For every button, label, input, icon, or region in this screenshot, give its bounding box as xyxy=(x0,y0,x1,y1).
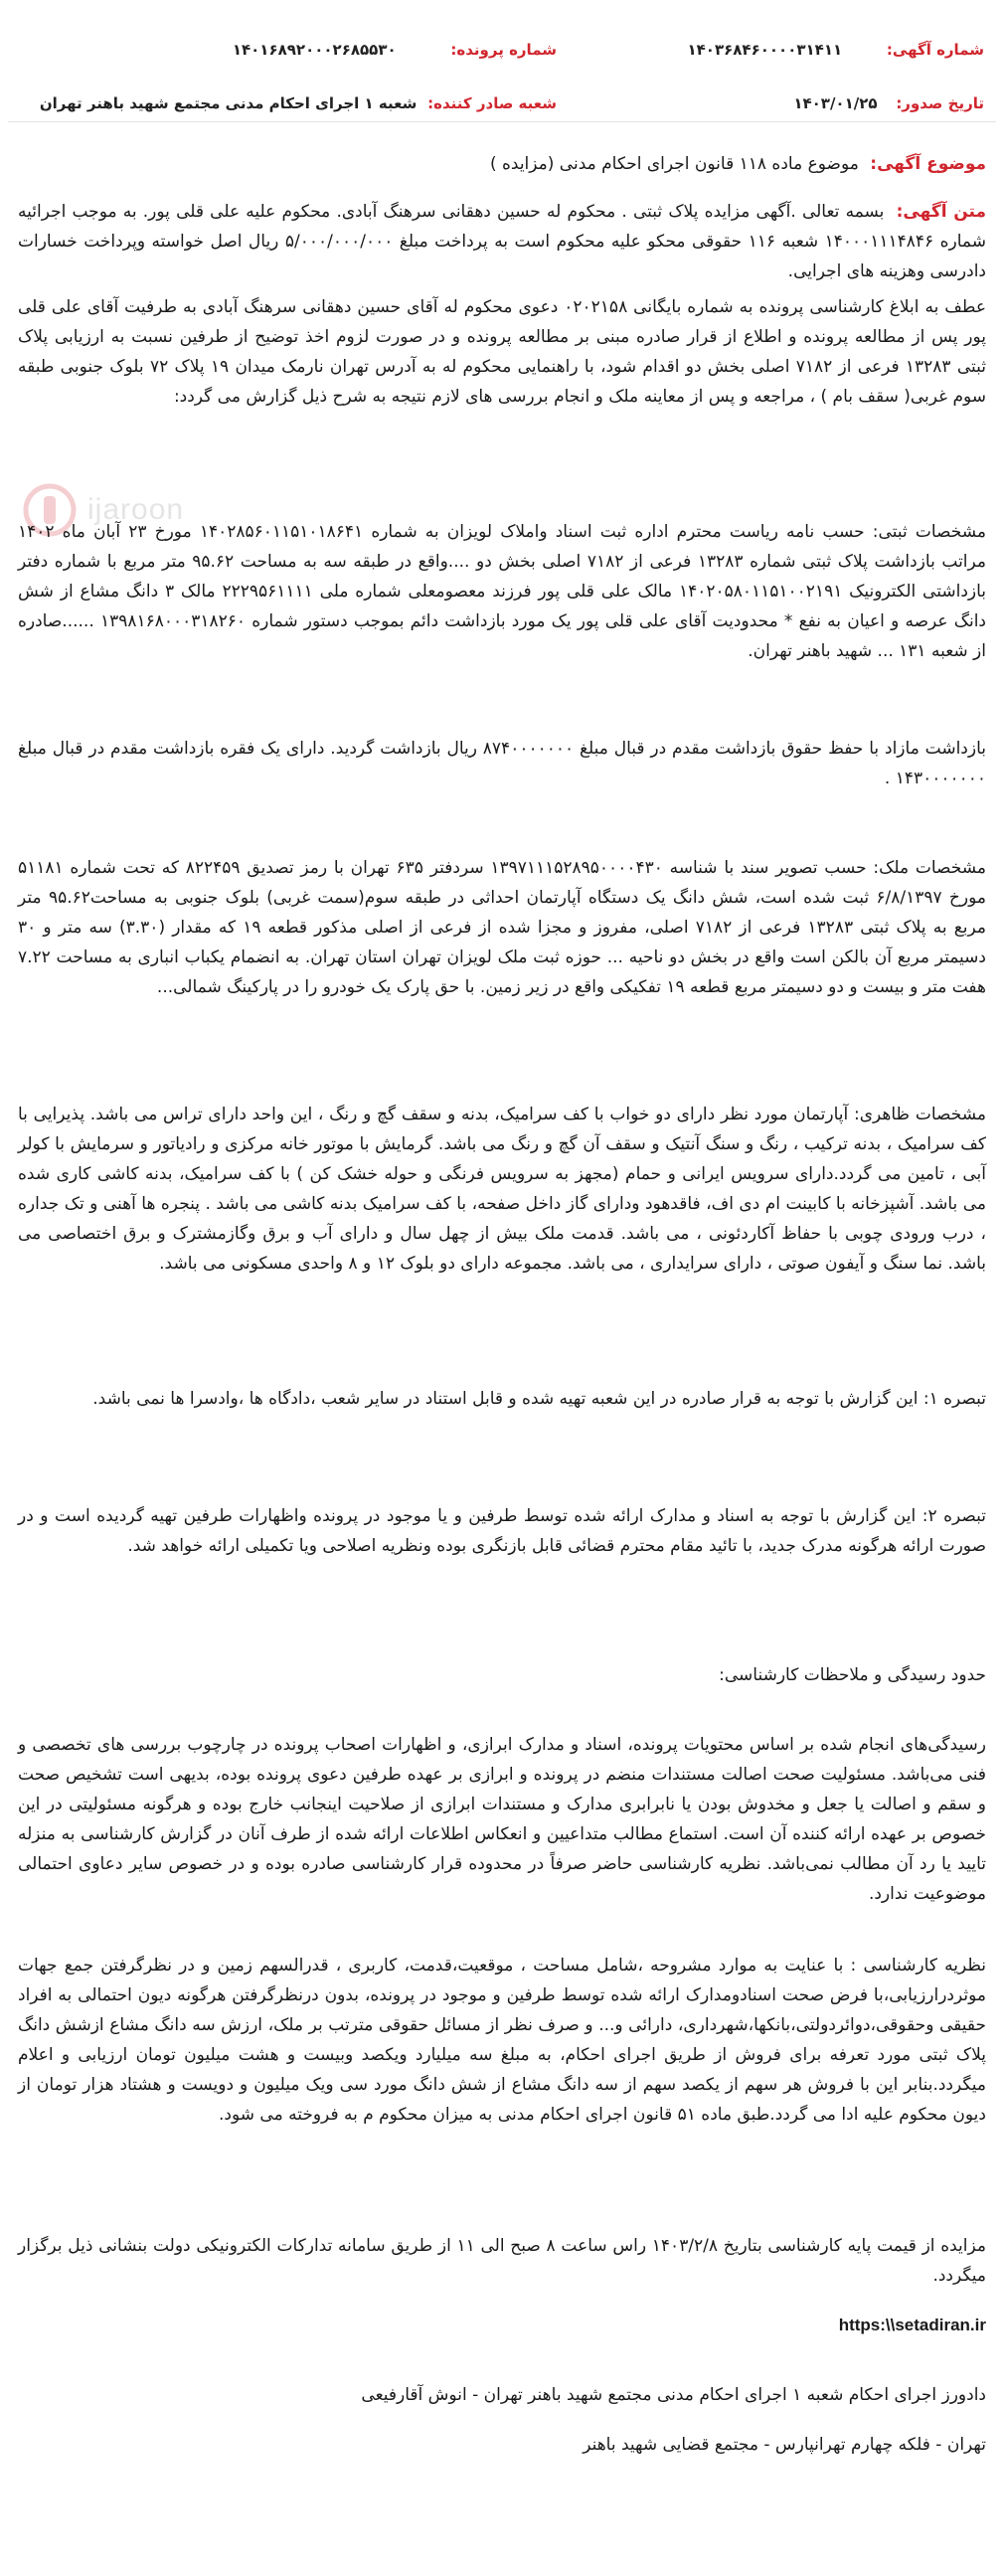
body-intro-text: بسمه تعالی .آگهی مزایده پلاک ثبتی . محکوم له حسین دهقانی سرهنگ آبادی. محکوم علیه علی قلی پور. به موجب اجرائیه شماره ۱۴۰۰۰۱۱۱۴۸۴۶ شعبه ۱۱۶ حقوقی محکو علیه محکوم است به پرداخت مبلغ ۵/۰۰۰/۰۰۰/۰۰۰ ریال اصل خواسته وپرداخت خسارات دادرسی وهزینه های اجرایی. xyxy=(18,202,987,281)
paragraph-expert-opinion xyxy=(18,1951,986,2130)
auction-url-link[interactable]: https:\\setadiran.ir xyxy=(838,2316,986,2334)
issuer-label: شعبه صادر کننده: xyxy=(427,94,557,112)
issuer-row xyxy=(40,93,557,113)
paragraph-text: عطف به ابلاغ کارشناسی پرونده به شماره بایگانی ۰۲۰۲۱۵۸ دعوی محکوم له آقای حسین دهقانی سرهنگ آبادی به طرفیت آقای علی قلی پور پس از مطالعه پرونده و اطلاع از قرار صادره مبنی بر مطالعه پرونده و در صورت لزوم اخذ توضیح از طرفین نسبت به ارزیابی پلاک ثبتی ۱۳۲۸۳ فرعی از ۷۱۸۲ اصلی بخش دو اقدام شود، با راهنمایی محکوم له به آدرس تهران نارمک میدان ۱۹ پلاک ۷۲ بلوک جنوبی طبقه سوم غربی( سقف بام ) ، مراجعه و پس از معاینه ملک و انجام بررسی های لازم نتیجه به شرح ذیل گزارش می گردد: xyxy=(18,297,987,407)
subject-value: موضوع ماده ۱۱۸ قانون اجرای احکام مدنی (مزایده ) xyxy=(489,154,859,174)
body-intro xyxy=(18,197,986,286)
paragraph-seizure xyxy=(18,734,986,793)
paragraph-assignment xyxy=(18,292,986,412)
paragraph-review-scope xyxy=(18,1730,986,1909)
paragraph-registration xyxy=(18,517,986,666)
case-number-row xyxy=(233,40,557,60)
issue-date-label: تاریخ صدور: xyxy=(896,94,984,112)
issue-date-value: ۱۴۰۳/۰۱/۲۵ xyxy=(793,94,878,112)
paragraph-text: تبصره ۲: این گزارش با توجه به اسناد و مدارک ارائه شده توسط طرفین و یا موجود در پرونده واظهارات طرفین تهیه گردیده است و در صورت ارائه هرگونه مدرک جدید، با تائید مقام محترم قضائی قابل بازنگری بوده ونظریه اصلاحی ویا تکمیلی ارائه خواهد شد. xyxy=(18,1506,986,1556)
paragraph-text: مزایده از قیمت پایه کارشناسی بتاریخ ۱۴۰۳/۲/۸ راس ساعت ۸ صبح الی ۱۱ از طریق سامانه تدارکات الکترونیکی دولت بنشانی ذیل برگزار میگردد. xyxy=(18,2236,986,2286)
body-label: متن آگهی: xyxy=(896,202,986,222)
paragraph-note-2 xyxy=(18,1501,986,1561)
paragraph-appearance xyxy=(18,1100,986,1279)
signature-officer xyxy=(18,2380,986,2410)
signature-address xyxy=(18,2430,986,2460)
section-heading-review xyxy=(18,1660,986,1690)
issue-date-row xyxy=(793,93,984,113)
paragraph-property-specs xyxy=(18,853,986,1002)
signature-text: دادورز اجرای احکام شعبه ۱ اجرای احکام مدنی مجتمع شهید باهنر تهران - انوش آقارفیعی xyxy=(361,2385,986,2405)
subject-label: موضوع آگهی: xyxy=(870,154,986,174)
address-text: تهران - فلکه چهارم تهرانپارس - مجتمع قضایی شهید باهنر xyxy=(583,2435,986,2455)
paragraph-text: رسیدگی‌های انجام شده بر اساس محتویات پرونده، اسناد و مدارک ابرازی، و اظهارات اصحاب پرونده در چارچوب بررسی های تخصصی و فنی می‌باشد. مسئولیت صحت اصالت مستندات منضم در پرونده و ابرازی بر عهده طرفین دعوی پرونده بوده، بدیهی است تشخیص صحت و سقم و اصالت یا جعل و مخدوش بودن یا نابرابری مدارک و مستندات ابرازی از صلاحیت اینجانب خارج بوده و هرگونه مسئولیتی در این خصوص بر عهده ارائه کننده آن است. استماع مطالب متداعیین و انعکاس اطلاعات ارائه شده از طرف آنان در گزارش کارشناسی به منزله تایید یا رد آن مطالب نمی‌باشد. نظریه کارشناسی حاضر صرفاً در محدوده قرار کارشناسی صادره بوده و در خصوص سایر دعاوی احتمالی موضوعیت ندارد. xyxy=(18,1735,986,1904)
paragraph-text: مشخصات ظاهری: آپارتمان مورد نظر دارای دو خواب با کف سرامیک، بدنه و سقف گچ و رنگ ، این واحد دارای تراس می باشد. پذیرایی با کف سرامیک ، بدنه ترکیب ، رنگ و سنگ آنتیک و سقف آن گچ و رنگ می باشد. گرمایش با موتور خانه مرکزی و رادیاتور و سرمایش با کولر آبی ، تامین می گردد.دارای سرویس ایرانی و حمام (مجهز به سرویس فرنگی و حوله خشک کن ) با کف سرامیک، بدنه کاشی کاری شده می باشد. آشپزخانه با کابینت ام دی اف، فاقدهود ودارای گاز داخل صفحه، با کف سرامیک بدنه کاشی می باشد . پنجره ها آهنی و تک جداره ، درب ورودی چوبی با حفاظ آکاردئونی ، می باشد. قدمت ملک بیش از چهل سال و دارای آب و برق وگازمشترک و برق اختصاصی می باشد. نما سنگ و آیفون صوتی ، دارای سرایداری ، می باشد. مجموعه دارای دو بلوک ۱۲ و ۸ واحدی مسکونی می باشد. xyxy=(18,1105,986,1274)
ad-number-label: شماره آگهی: xyxy=(886,41,984,59)
issuer-value: شعبه ۱ اجرای احکام مدنی مجتمع شهید باهنر تهران xyxy=(39,94,418,112)
paragraph-text: مشخصات ثبتی: حسب نامه ریاست محترم اداره ثبت اسناد واملاک لویزان به شماره ۱۴۰۲۸۵۶۰۱۱۵۱۰۱۸۶۴۱ مورخ ۲۳ آبان ماه ۱۴۰۲ مراتب بازداشت پلاک ثبتی شماره ۱۳۲۸۳ فرعی از ۷۱۸۲ اصلی بخش دو ....واقع در طبقه سه به مساحت ۹۵.۶۲ متر مربع با شماره دفتر بازداشتی الکترونیک ۱۴۰۲۰۵۸۰۱۱۵۱۰۰۲۱۹۱ مالک علی قلی پور فرزند معصومعلی شماره ملی ۲۲۲۹۵۶۱۱۱۱ مالک ۳ دانگ مشاع از شش دانگ عرصه و اعیان به نفع * محدودیت آقای علی قلی پور یک مورد بازداشت دائم بموجب دستور شماره ۱۳۹۸۱۶۸۰۰۰۳۱۸۲۶۰ ......صادره از شعبه ۱۳۱ ... شهید باهنر تهران. xyxy=(18,522,987,661)
ad-number-row xyxy=(687,40,984,60)
case-number-label: شماره پرونده: xyxy=(450,41,557,59)
watermark-text: ijaroon xyxy=(87,493,185,526)
paragraph-auction-date xyxy=(18,2231,986,2291)
subject-row xyxy=(18,149,986,179)
section-heading: حدود رسیدگی و ملاحظات کارشناسی: xyxy=(719,1665,986,1685)
auction-url-row xyxy=(18,2311,986,2340)
paragraph-text: نظریه کارشناسی : با عنایت به موارد مشروحه ،شامل مساحت ، موقعیت،قدمت، کاربری ، قدرالسهم زمین و در نظرگرفتن جمع جهات موثردرارزیابی،با فرض صحت اسنادومدارک ارائه شده توسط طرفین و موجود در پرونده، بدون درنظرگرفتن هرگونه دیون احتمالی به افراد حقیقی وحقوقی،دوائردولتی،بانکها،شهرداری، دارائی و... و صرف نظر از مسائل حقوقی مترتب بر ملک، ارزش سه دانگ مشاع ازشش دانگ پلاک ثبتی مورد تعرفه برای فروش از طریق اجرای احکام، به مبلغ سه میلیارد ویکصد وبیست و هشت میلیون تومان ارزیابی و اعلام میگردد.بنابر این با فروش هر سهم از یکصد سهم از سه دانگ مشاع از شش دانگ مورد سی ویک میلیون و دویست و هشتاد هزار تومان از دیون محکوم علیه ادا می گردد.طبق ماده ۵۱ قانون اجرای احکام مدنی به میزان محکوم م به فروخته می شود. xyxy=(18,1956,986,2125)
paragraph-text: بازداشت مازاد با حفظ حقوق بازداشت مقدم در قبال مبلغ ۸۷۴۰۰۰۰۰۰۰ ریال بازداشت گردید. دارای یک فقره بازداشت مقدم در قبال مبلغ ۱۴۳۰۰۰۰۰۰۰ . xyxy=(18,739,987,788)
header-divider xyxy=(8,121,996,122)
ad-number-value: ۱۴۰۳۶۸۴۶۰۰۰۰۳۱۴۱۱ xyxy=(687,41,843,59)
case-number-value: ۱۴۰۱۶۸۹۲۰۰۰۲۶۸۵۵۳۰ xyxy=(232,41,397,59)
paragraph-text: تبصره ۱: این گزارش با توجه به قرار صادره در این شعبه تهیه شده و قابل استناد در سایر شعب ،دادگاه ها ،وادسرا ها نمی باشد. xyxy=(92,1389,986,1409)
paragraph-note-1 xyxy=(18,1384,986,1414)
paragraph-text: مشخصات ملک: حسب تصویر سند با شناسه ۱۳۹۷۱۱۱۵۲۸۹۵۰۰۰۰۴۳۰ سردفتر ۶۳۵ تهران با رمز تصدیق ۸۲۲۴۵۹ که تحت شماره ۵۱۱۸۱ مورخ ۶/۸/۱۳۹۷ ثبت شده است، شش دانگ یک دستگاه آپارتمان احداثی در طبقه سوم(سمت غربی) بلوک جنوبی به مساحت۹۵.۶۲ متر مربع به پلاک ثبتی ۱۳۲۸۳ فرعی از ۷۱۸۲ اصلی، مفروز و مجزا شده از فرعی از اصلی مذکور قطعه ۱۹ که مقدار (۳.۳۰) سه متر و ۳۰ دسیمتر مربع آن بالکن است واقع در بخش دو ناحیه ... حوزه ثبت ملک لویزان تهران استان تهران. به انضمام یکباب انباری به مساحت ۷.۲۲ هفت متر و بیست و دو دسیمتر مربع قطعه ۱۹ تفکیکی واقع در زیر زمین. با حق پارک یک خودرو را در پارکینگ شمالی... xyxy=(18,858,987,997)
